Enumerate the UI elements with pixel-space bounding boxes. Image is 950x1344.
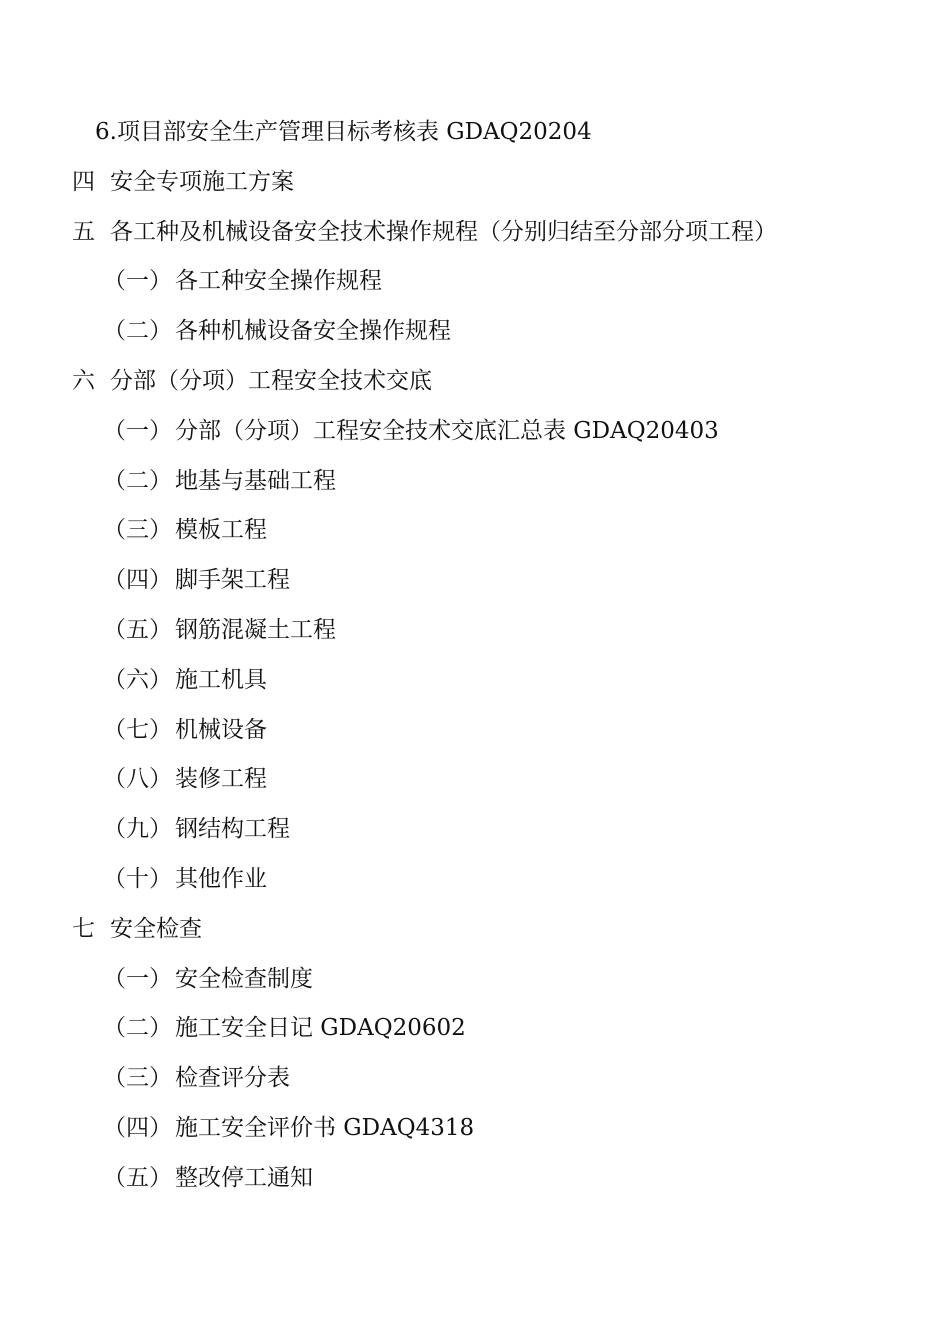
item-text: 分部（分项）工程安全技术交底汇总表 GDAQ20403 [175,417,719,444]
section-title: 安全专项施工方案 [110,168,294,195]
list-item [0,656,950,706]
item-text: 其他作业 [175,865,267,892]
list-item [0,1154,950,1204]
list-item [0,1104,950,1154]
section-heading [0,158,950,208]
item-number: （二） [103,467,172,494]
item-text: 装修工程 [175,766,267,793]
item-text: 各种机械设备安全操作规程 [175,318,451,345]
item-text: 地基与基础工程 [175,467,336,494]
item-text: 钢筋混凝土工程 [175,616,336,643]
item-text: 脚手架工程 [175,567,290,594]
item-text: 整改停工通知 [175,1164,313,1191]
list-item [0,606,950,656]
list-item [0,457,950,507]
list-item [0,257,950,307]
list-item [0,506,950,556]
item-number: （四） [103,567,172,594]
list-item [0,1054,950,1104]
list-item [0,556,950,606]
section-number: 六 [72,367,95,394]
item-number: （七） [103,716,172,743]
item-number: （五） [103,1164,172,1191]
item-number: （九） [103,816,172,843]
section-title: 安全检查 [110,915,202,942]
item-number: （八） [103,766,172,793]
item-text: 各工种安全操作规程 [175,268,382,295]
section-heading [0,208,950,258]
section-number: 五 [72,218,95,245]
item-text: 检查评分表 [175,1065,290,1092]
item-number: （一） [103,268,172,295]
list-item [0,805,950,855]
list-item [0,855,950,905]
list-item [0,407,950,457]
item-text: 施工安全日记 GDAQ20602 [175,1015,466,1042]
item-text: 6.项目部安全生产管理目标考核表 GDAQ20204 [95,119,592,145]
item-text: 钢结构工程 [175,816,290,843]
item-number: （四） [103,1114,172,1141]
item-text: 机械设备 [175,716,267,743]
list-item [0,706,950,756]
table-of-contents [0,108,950,1204]
item-number: （三） [103,1065,172,1092]
list-item [0,307,950,357]
item-number: （二） [103,318,172,345]
section-title: 分部（分项）工程安全技术交底 [110,367,432,394]
item-number: （五） [103,616,172,643]
list-item [0,755,950,805]
item-number: （六） [103,666,172,693]
item-number: （一） [103,417,172,444]
list-item [0,955,950,1005]
list-item [0,1004,950,1054]
section-number: 四 [72,168,95,195]
item-number: （二） [103,1015,172,1042]
section-title: 各工种及机械设备安全技术操作规程（分别归结至分部分项工程） [110,218,777,245]
item-number: （三） [103,517,172,544]
list-item [0,108,950,158]
item-number: （十） [103,865,172,892]
section-heading [0,905,950,955]
item-text: 模板工程 [175,517,267,544]
item-text: 施工安全评价书 GDAQ4318 [175,1114,475,1141]
item-text: 安全检查制度 [175,965,313,992]
section-number: 七 [72,915,95,942]
item-text: 施工机具 [175,666,267,693]
section-heading [0,357,950,407]
item-number: （一） [103,965,172,992]
